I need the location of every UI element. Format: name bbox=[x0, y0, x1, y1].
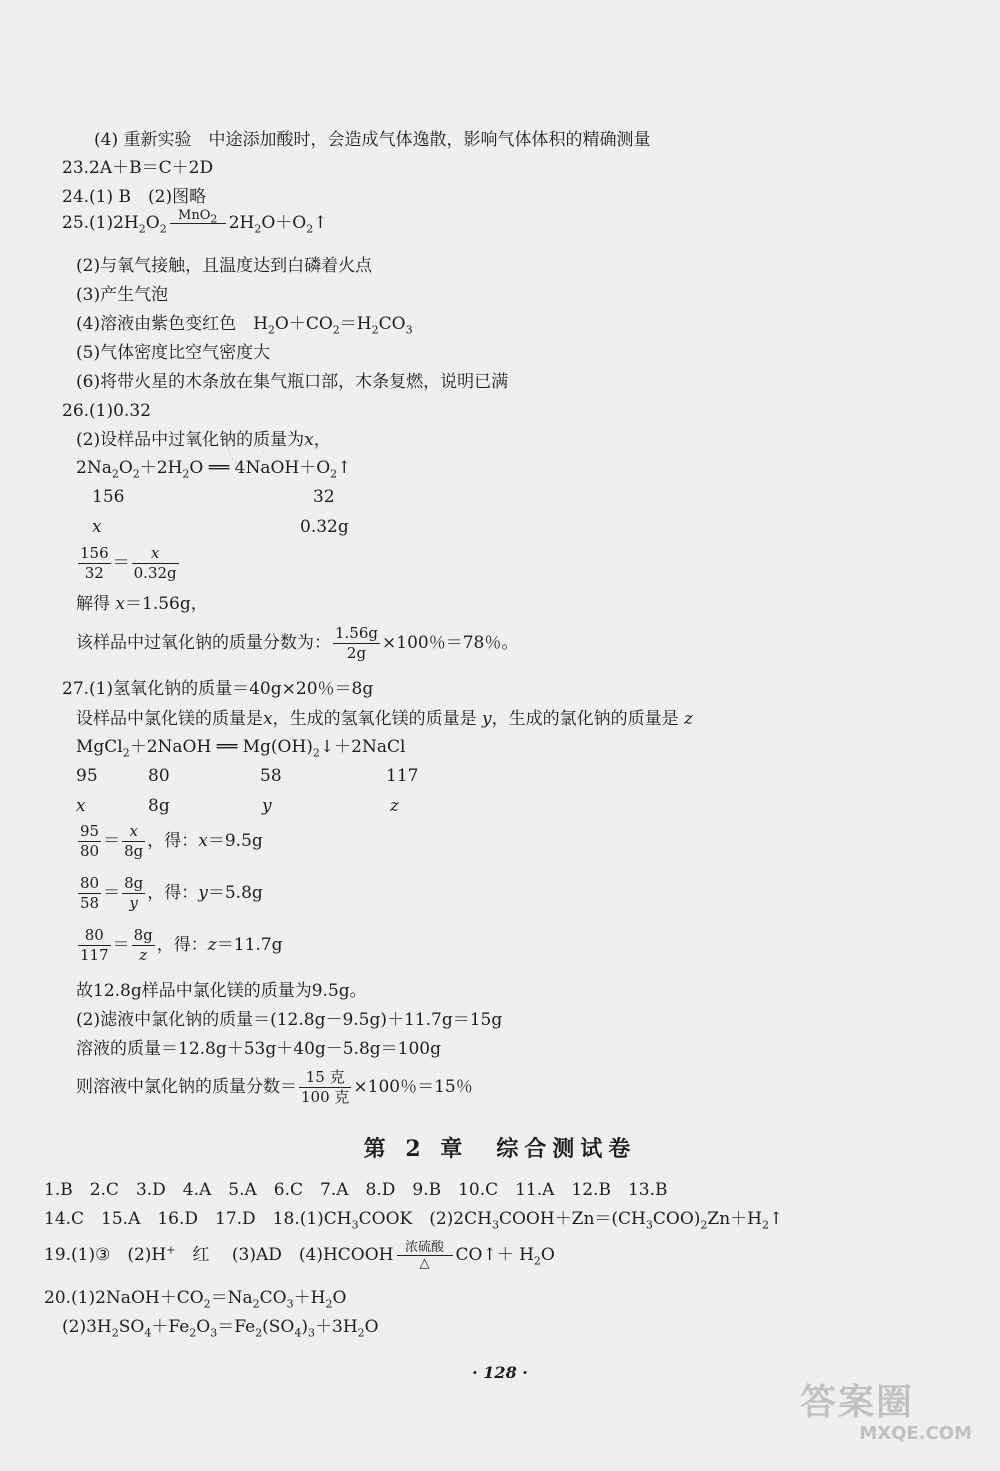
molar-mass-mgcl2: 95 bbox=[76, 766, 98, 786]
answer-25-2: (2)与氧气接触，且温度达到白磷着火点 bbox=[76, 256, 373, 276]
mass-naoh: 8g bbox=[148, 796, 170, 816]
conclusion-27-1: 故12.8g样品中氯化镁的质量为9.5g。 bbox=[76, 981, 367, 1001]
answer-25-3: (3)产生气泡 bbox=[76, 285, 169, 305]
answer-20-1: $20.(1)2NaOH+CO_2=Na_2CO_3+H_2O$ bbox=[44, 1288, 347, 1311]
answer-23: 23.2A＋B＝C＋2D bbox=[62, 158, 214, 178]
equation-mgcl2: MgCl$_2$＋2NaOH ══ $Mg(OH)_2↓+2NaCl$ bbox=[76, 737, 406, 760]
ratio-26: $\frac{156}{32}$ ＝ $\frac{x}{0.32g}$ bbox=[80, 544, 177, 582]
molar-mass-mgoh2: 58 bbox=[260, 766, 282, 786]
answers-14-18: 14.C 15.A 16.D 17.D $18.(1)CH_3COOK$ $(2)2CH_3COOH+Zn=(CH_3COO)_2Zn+H_2↑$ bbox=[44, 1209, 784, 1232]
answer-25-6: (6)将带火星的木条放在集气瓶口部，木条复燃，说明已满 bbox=[76, 372, 509, 392]
unknown-y: y bbox=[262, 796, 272, 816]
ratio-x: $\frac{95}{80}$ ＝ $\frac{x}{8g}$ ，得：x＝9.5g bbox=[80, 822, 263, 860]
answer-26-1: 26.(1)0.32 bbox=[62, 401, 151, 421]
mass-o2: 0.32g bbox=[300, 517, 349, 537]
answer-25-5: (5)气体密度比空气密度大 bbox=[76, 343, 271, 363]
molar-mass-na2o2: 156 bbox=[92, 487, 125, 507]
answer-19: 19.(1)③ (2)H+ 红 (3)AD (4)HCOOH 浓硫酸 △ CO↑＋ $H_2O$ bbox=[44, 1240, 555, 1271]
answers-1-13: 1.B 2.C 3.D 4.A 5.A 6.C 7.A 8.D 9.B 10.C 11.A 12.B 13.B bbox=[44, 1180, 668, 1200]
answer-25-1: $25.(1)2H_2O_2$ MnO$_2$ $2H_2O+O_2↑$ bbox=[62, 208, 327, 239]
unknown-x: x bbox=[92, 517, 102, 537]
watermark-logo: 答案圈 MXQE.COM bbox=[800, 1382, 972, 1444]
reaction-condition-19: 浓硫酸 △ bbox=[397, 1240, 453, 1271]
answer-20-2: $(2)3H_2SO_4+Fe_2O_3=Fe_2(SO_4)_3+3H_2O$ bbox=[62, 1317, 379, 1340]
answer-26-2: (2)设样品中过氧化钠的质量为x， bbox=[76, 430, 331, 450]
page-number: · 128 · bbox=[472, 1363, 528, 1382]
molar-mass-nacl: 117 bbox=[386, 766, 419, 786]
reaction-condition: MnO$_2$ bbox=[170, 208, 226, 239]
answer-25-4: (4)溶液由紫色变红色 $H_2O+CO_2=H_2CO_3$ bbox=[76, 314, 413, 337]
assumption-27: 设样品中氯化镁的质量是x，生成的氢氧化镁的质量是 y，生成的氯化钠的质量是 z bbox=[76, 709, 693, 729]
answer-24: 24.(1) B (2)图略 bbox=[62, 187, 207, 207]
unknown-z: z bbox=[390, 796, 399, 816]
mass-fraction-27: 则溶液中氯化钠的质量分数＝ $\frac{\text{15 克}}{\text{100 克}}$ ×100％＝15％ bbox=[76, 1068, 473, 1106]
solve-x: 解得 x＝1.56g， bbox=[76, 594, 208, 614]
molar-mass-naoh: 80 bbox=[148, 766, 170, 786]
mass-fraction-26: 该样品中过氧化钠的质量分数为： $\frac{1.56g}{2g}$ ×100％＝78％。 bbox=[76, 624, 519, 662]
ratio-z: $\frac{80}{117}$ ＝ $\frac{8g}{z}$ ，得：z＝11.7g bbox=[80, 926, 283, 964]
answer-27-1: 27.(1)氢氧化钠的质量＝40g×20％＝8g bbox=[62, 679, 374, 699]
unknown-x-27: x bbox=[76, 796, 86, 816]
answer-27-2: (2)滤液中氯化钠的质量＝(12.8g－9.5g)＋11.7g＝15g bbox=[76, 1010, 503, 1030]
solution-mass: 溶液的质量＝12.8g＋53g＋40g－5.8g＝100g bbox=[76, 1039, 442, 1059]
molar-mass-o2: 32 bbox=[313, 487, 335, 507]
chapter-heading: 第 2 章 综合测试卷 bbox=[363, 1136, 637, 1162]
equation-na2o2: $2Na_2O_2+2H_2O$ ══ $4NaOH+O_2↑$ bbox=[76, 458, 352, 481]
ratio-y: $\frac{80}{58}$ ＝ $\frac{8g}{y}$ ，得：y＝5.8g bbox=[80, 874, 263, 912]
answer-22-4: (4) 重新实验 中途添加酸时，会造成气体逸散，影响气体体积的精确测量 bbox=[94, 130, 651, 150]
